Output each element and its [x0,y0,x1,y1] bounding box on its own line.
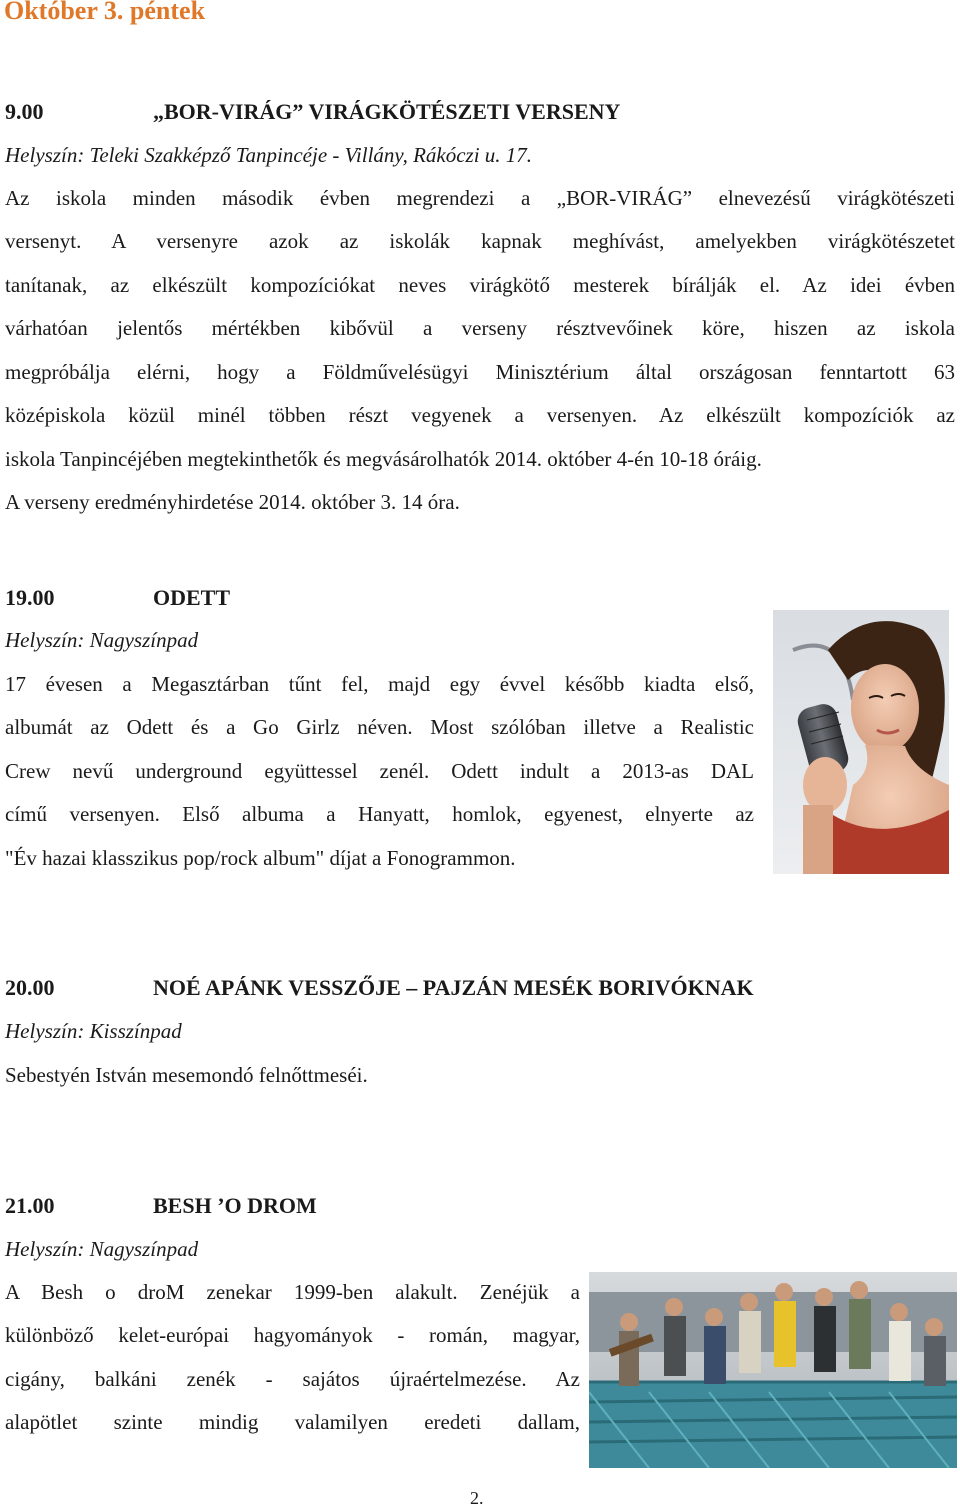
event-name: ODETT [153,585,231,610]
event-venue: Helyszín: Nagyszínpad [5,1237,199,1261]
event-time: 20.00 [5,975,55,1000]
singer-photo [773,610,949,874]
event-venue: Helyszín: Kisszínpad [5,1019,182,1043]
event-venue: Helyszín: Teleki Szakképző Tanpincéje - Villány, Rákóczi u. 17. [5,143,533,167]
event-time: 9.00 [5,99,44,124]
band-photo [589,1272,957,1468]
event-time: 19.00 [5,585,55,610]
event-text-line: középiskola közül minél többen részt vegyenek a versenyen. Az elkészült kompozíciók az [5,403,955,427]
event-text-line: Az iskola minden második évben megrendezi a „BOR-VIRÁG” elnevezésű virágkötészeti [5,186,955,210]
event-name: NOÉ APÁNK VESSZŐJE – PAJZÁN MESÉK BORIVÓKNAK [153,975,754,1000]
event-text-line: tanítanak, az elkészült kompozíciókat neves virágkötő mesterek bírálják el. Az idei évben [5,273,955,297]
event-text-line: Crew nevű underground együttessel zenél. Odett indult a 2013-as DAL [5,759,754,783]
event-name: BESH ’O DROM [153,1193,317,1218]
event-text-line: versenyt. A versenyre azok az iskolák kapnak meghívást, amelyekben virágkötészetet [5,229,955,253]
event-text-line: cigány, balkáni zenék - sajátos újraértelmezése. Az [5,1367,580,1391]
event-text-line: különböző kelet-európai hagyományok - román, magyar, [5,1323,580,1347]
event-venue: Helyszín: Nagyszínpad [5,628,199,652]
event-text-line: iskola Tanpincéjében megtekinthetők és megvásárolhatók 2014. október 4-én 10-18 óráig. [5,447,762,471]
event-text-line: megpróbálja elérni, hogy a Földművelésügyi Minisztérium által országosan fenntartott 63 [5,360,955,384]
event-time: 21.00 [5,1193,55,1218]
page-number: 2. [470,1488,484,1508]
day-title: Október 3. péntek [4,0,206,25]
event-text-line: A verseny eredményhirdetése 2014. október 3. 14 óra. [5,490,460,514]
event-text-line: Sebestyén István mesemondó felnőttmeséi. [5,1063,368,1087]
event-text-line: albumát az Odett és a Go Girlz néven. Most szólóban illetve a Realistic [5,715,754,739]
event-name: „BOR-VIRÁG” VIRÁGKÖTÉSZETI VERSENY [153,99,621,124]
event-text-line: A Besh o droM zenekar 1999-ben alakult. Zenéjük a [5,1280,580,1304]
event-text-line: "Év hazai klasszikus pop/rock album" díjat a Fonogrammon. [5,846,516,870]
event-text-line: 17 évesen a Megasztárban tűnt fel, majd egy évvel később kiadta első, [5,672,754,696]
event-text-line: várhatóan jelentős mértékben kibővül a verseny résztvevőinek köre, hiszen az iskola [5,316,955,340]
event-text-line: alapötlet szinte mindig valamilyen eredeti dallam, [5,1410,580,1434]
event-text-line: című versenyen. Első albuma a Hanyatt, homlok, egyenest, elnyerte az [5,802,754,826]
